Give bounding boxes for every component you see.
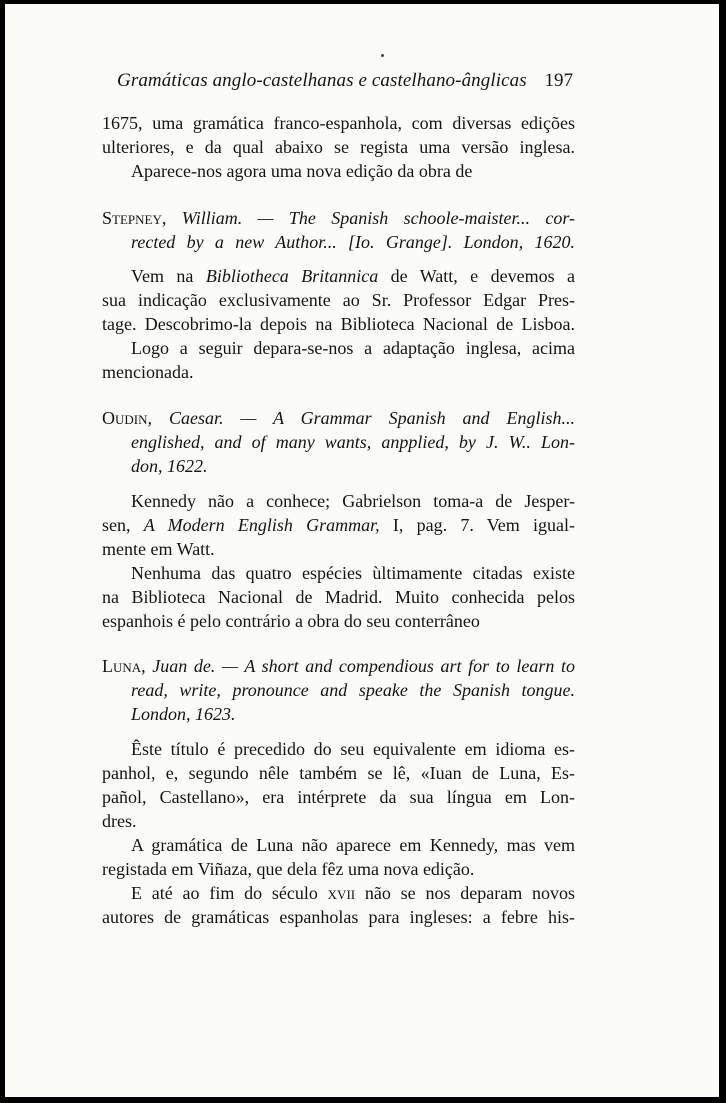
text-line: autores de gramáticas espanholas para ingleses: a febre his- <box>102 907 575 927</box>
text-line: Nenhuma das quatro espécies ùltimamente citadas existe <box>131 563 575 583</box>
text-line: sua indicação exclusivamente ao Sr. Professor Edgar Pres- <box>102 290 575 310</box>
text-line: Logo a seguir depara-se-nos a adaptação inglesa, acima <box>131 338 575 358</box>
text-line: tage. Descobrimo-la depois na Biblioteca Nacional de Lisboa. <box>102 314 575 334</box>
text-line: Vem na Bibliotheca Britannica de Watt, e devemos a <box>131 266 575 286</box>
running-header <box>117 66 573 96</box>
text-line: mente em Watt. <box>102 539 215 559</box>
text-line: rected by a new Author... [Io. Grange]. London, 1620. <box>131 232 575 252</box>
bibliography-entry-oudin: Oudin, Caesar. — A Grammar Spanish and English... <box>102 408 576 428</box>
text-line: don, 1622. <box>131 456 208 476</box>
text-line: London, 1623. <box>131 704 236 724</box>
text-line: na Biblioteca Nacional de Madrid. Muito conhecida pelos <box>102 587 575 607</box>
running-title: Gramáticas anglo-castelhanas e castelhano-ânglicas <box>117 70 527 91</box>
text-line: sen, A Modern English Grammar, I, pag. 7. Vem igual- <box>102 515 576 535</box>
text-line: ulteriores, e da qual abaixo se regista uma versão inglesa. <box>102 137 575 157</box>
text-line: 1675, uma gramática franco-espanhola, com diversas edições <box>102 113 575 133</box>
bibliography-entry-luna: Luna, Juan de. — A short and compendious art for to learn to <box>102 656 575 676</box>
page-speck <box>381 54 384 57</box>
text-line: Aparece-nos agora uma nova edição da obra de <box>131 161 473 181</box>
text-line: dres. <box>102 811 137 831</box>
text-line: E até ao fim do século xvii não se nos deparam novos <box>131 883 576 903</box>
bibliography-entry-stepney: Stepney, William. — The Spanish schoole-maister... cor- <box>102 208 576 228</box>
text-line: pañol, Castellano», era intérprete da sua língua em Lon- <box>102 787 575 807</box>
page-number: 197 <box>544 70 573 91</box>
text-line: espanhois é pelo contrário a obra do seu conterrâneo <box>102 611 480 631</box>
text-line: englished, and of many wants, anpplied, by J. W.. Lon- <box>131 432 575 452</box>
text-line: panhol, e, segundo nêle também se lê, «Iuan de Luna, Es- <box>102 763 575 783</box>
text-line: A gramática de Luna não aparece em Kennedy, mas vem <box>131 835 575 855</box>
text-line: mencionada. <box>102 362 194 382</box>
text-line: Kennedy não a conhece; Gabrielson toma-a de Jesper- <box>131 491 575 511</box>
text-line: registada em Viñaza, que dela fêz uma nova edição. <box>102 859 475 879</box>
text-line: read, write, pronounce and speake the Spanish tongue. <box>131 680 575 700</box>
text-line: Êste título é precedido do seu equivalente em idioma es- <box>131 739 575 759</box>
